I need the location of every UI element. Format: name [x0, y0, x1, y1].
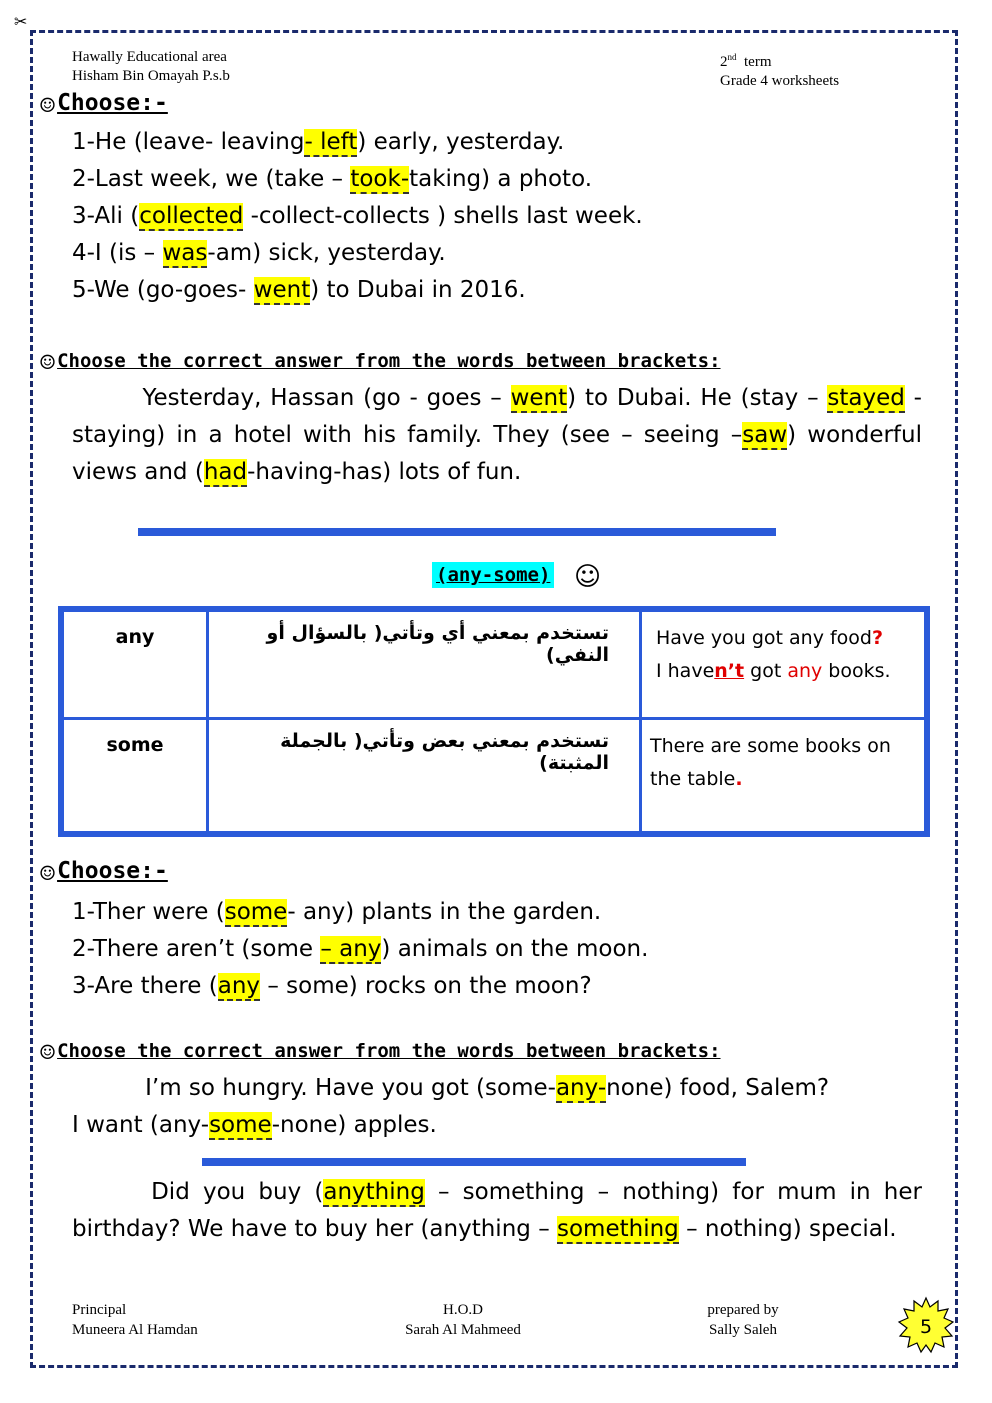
text-line: I want (any-some-none) apples.: [72, 1112, 437, 1138]
header-left: [72, 48, 230, 86]
smiley-icon: ☺: [574, 562, 602, 592]
table-cell-example: There are some books on the table.: [642, 720, 924, 831]
divider-bar: [202, 1158, 746, 1166]
page-number: 5: [919, 1316, 933, 1338]
table-cell-word: some: [64, 720, 206, 831]
header-right: [720, 48, 839, 91]
table-cell-arabic: تستخدم بمعني بعض وتأتي( بالجملة المثبتة): [209, 720, 639, 831]
list-item: 1-Ther were (some- any) plants in the garden.: [72, 899, 602, 925]
section4-text: [72, 1070, 829, 1144]
list-item: 2-Last week, we (take – took-taking) a photo.: [72, 166, 593, 192]
footer-prepared: [696, 1300, 790, 1340]
smiley-icon: ☺: [40, 91, 56, 120]
footer-hod: [398, 1300, 528, 1340]
list-item: 3-Ali (collected -collect-collects ) shells last week.: [72, 203, 643, 229]
list-item: 2-There aren’t (some – any) animals on the moon.: [72, 936, 649, 962]
scissors-icon: ✂: [14, 12, 28, 31]
section4-instruction: ☺ Choose the correct answer from the words between brackets:: [40, 1038, 721, 1067]
section5-paragraph: Did you buy (anything – something – nothing) for mum in her birthday? We have to buy her (anything – something – nothing) special.: [72, 1179, 922, 1242]
list-item: 1-He (leave- leaving- left) early, yesterday.: [72, 129, 565, 155]
section3-title: ☺Choose:-: [40, 858, 168, 888]
footer-hod-name: Sarah Al Mahmeed: [405, 1322, 521, 1338]
section1-title: ☺Choose:-: [40, 90, 168, 120]
smiley-icon: ☺: [40, 1038, 56, 1067]
table-row: [64, 720, 924, 831]
divider-bar: [138, 528, 776, 536]
table-cell-word: any: [64, 612, 206, 717]
section1-list: [72, 124, 643, 309]
text-line: I’m so hungry. Have you got (some-any-none) food, Salem?: [72, 1075, 830, 1101]
list-item: 3-Are there (any – some) rocks on the moon?: [72, 973, 592, 999]
smiley-icon: ☺: [40, 859, 56, 888]
header-area: Hawally Educational area: [72, 49, 227, 65]
list-item: 4-I (is – was-am) sick, yesterday.: [72, 240, 446, 266]
smiley-icon: ☺: [40, 348, 56, 377]
grammar-table: [58, 606, 930, 837]
list-item: 5-We (go-goes- went) to Dubai in 2016.: [72, 277, 526, 303]
header-school: Hisham Bin Omayah P.s.b: [72, 68, 230, 84]
footer-prep-title: prepared by: [707, 1302, 779, 1318]
section2-paragraph: Yesterday, Hassan (go - goes – went) to Dubai. He (stay – stayed -staying) in a hotel with his family. They (see – seeing –saw) wonderful views and (had-having-has) lots of fun.: [72, 385, 922, 485]
section2-instruction: ☺ Choose the correct answer from the words between brackets:: [40, 348, 721, 377]
table-cell-example: Have you got any food? I haven’t got any books.: [642, 612, 924, 717]
header-term: 2nd term: [720, 52, 772, 70]
table-row: [64, 612, 924, 717]
grammar-title: (any-some): [432, 562, 554, 588]
footer-prep-name: Sally Saleh: [709, 1322, 777, 1338]
footer-hod-title: H.O.D: [443, 1302, 483, 1318]
footer-principal-title: Principal: [72, 1302, 127, 1318]
footer-principal: [72, 1300, 198, 1340]
footer-principal-name: Muneera Al Hamdan: [72, 1322, 198, 1338]
page-number-badge: [896, 1296, 956, 1356]
table-cell-arabic: تستخدم بمعني أي وتأتي( بالسؤال أو النفي): [209, 612, 639, 717]
header-grade: Grade 4 worksheets: [720, 73, 840, 89]
section3-list: [72, 894, 648, 1005]
